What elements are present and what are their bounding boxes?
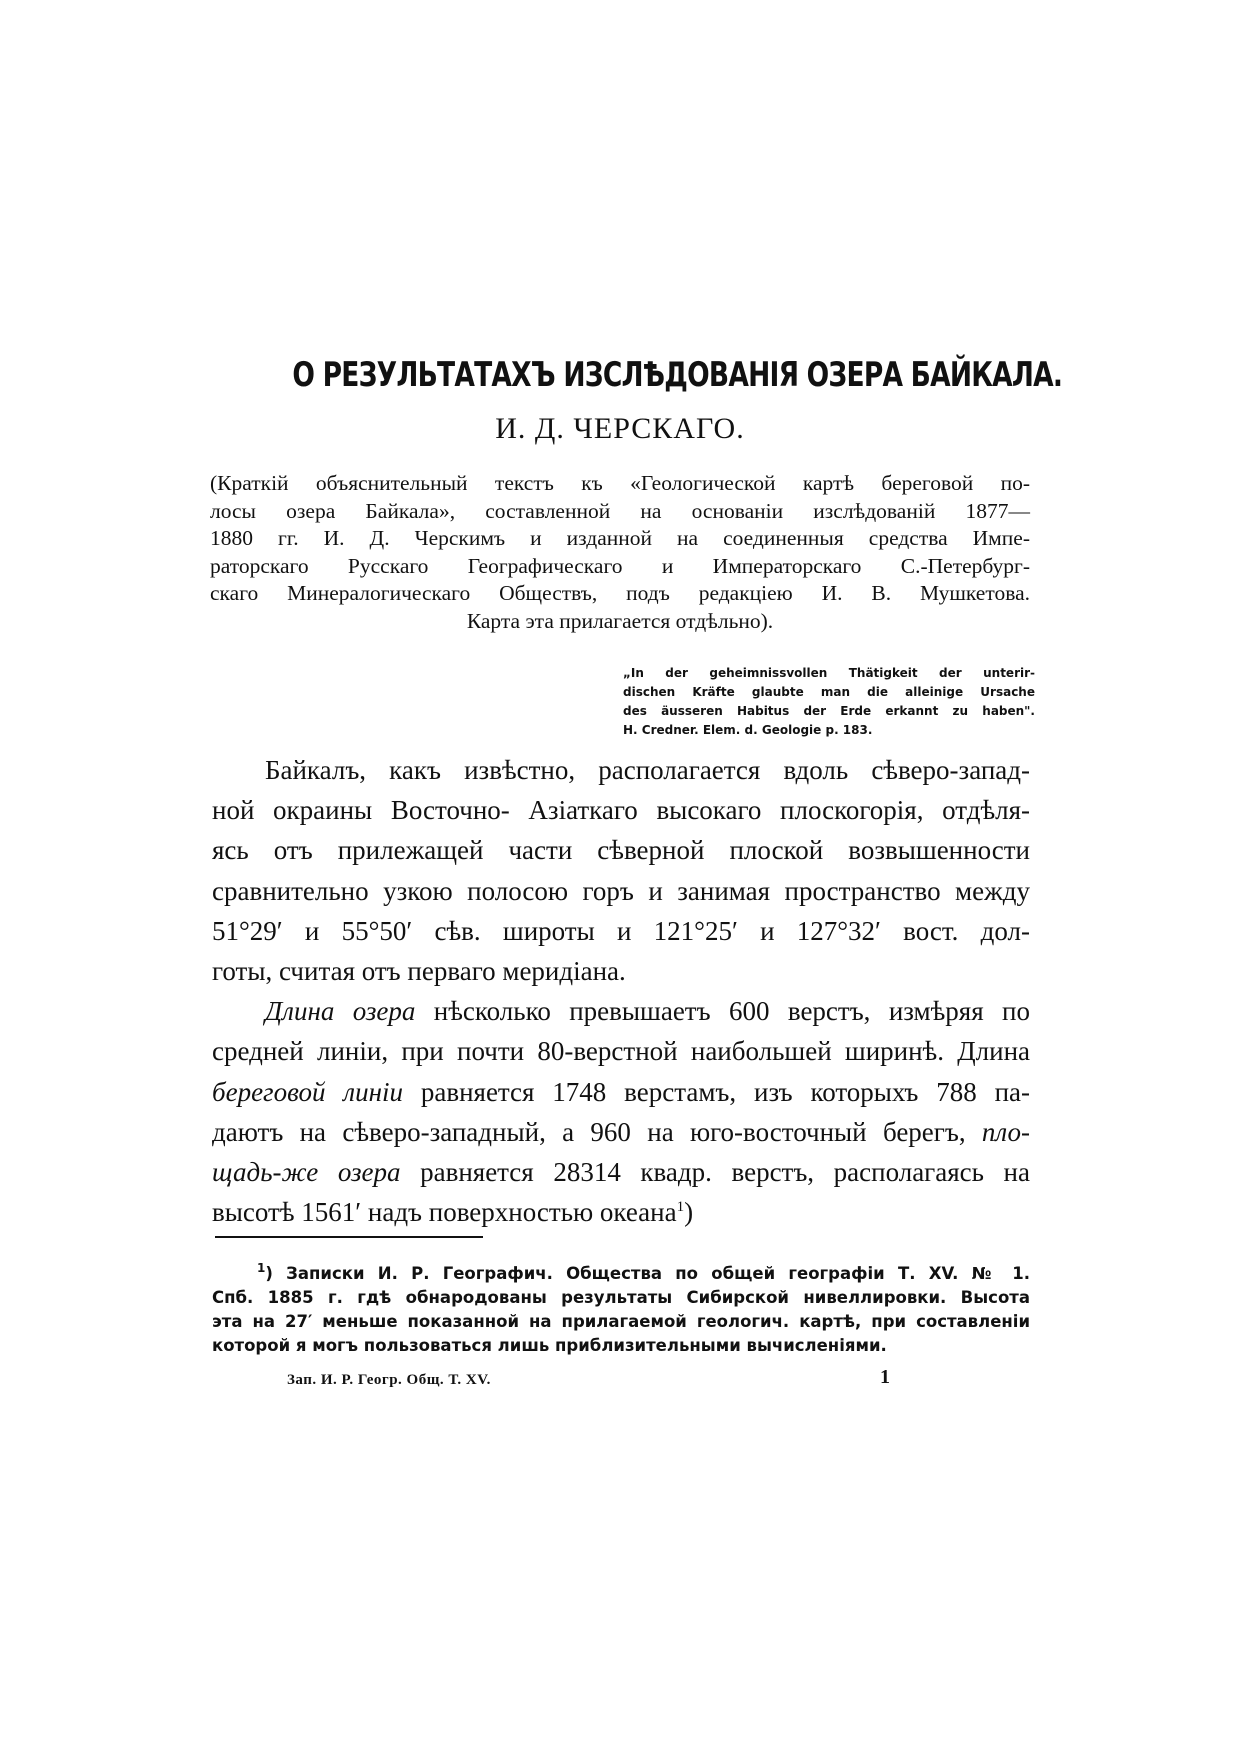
footnote-line: которой я могъ пользоваться лишь приблизительными вычисленіями. [212, 1336, 887, 1355]
footnote-text: ) Записки И. Р. Географич. Общества по общей географіи Т. XV. № 1. [265, 1264, 1030, 1283]
footnote [212, 1262, 1030, 1358]
body-line [212, 1112, 1030, 1152]
body-text-fragment: высотѣ 1561′ надъ поверхностью океана [212, 1197, 677, 1228]
emphasis-text: пло- [981, 1116, 1030, 1147]
epigraph-line: des äusseren Habitus der Erde erkannt zu haben". [623, 704, 1035, 718]
footnote-line: эта на 27′ меньше показанной на прилагаемой геологич. картѣ, при составленіи [212, 1312, 1030, 1331]
body-line [212, 1072, 1030, 1112]
body-line: сравнительно узкою полосою горъ и занимая пространство между [212, 875, 1030, 906]
body-text-fragment: даютъ на сѣверо-западный, а 960 на юго-восточный берегъ, [212, 1116, 982, 1147]
emphasis-text: береговой линіи [212, 1076, 403, 1107]
emphasis-text: щадь-же озера [212, 1157, 401, 1188]
body-line [212, 1152, 1030, 1192]
body-text-fragment: равняется 28314 квадр. верстъ, располагаясь на [400, 1157, 1030, 1188]
article-title: О РЕЗУЛЬТАТАХЪ ИЗСЛѢДОВАНIЯ ОЗЕРА БАЙКАЛА. [292, 355, 1063, 395]
subtitle-line: (Краткій объяснительный текстъ къ «Геологической картѣ береговой по- [210, 471, 1030, 495]
body-line [212, 991, 1030, 1031]
body-line: ясь отъ прилежащей части сѣверной плоской возвышенности [212, 835, 1030, 866]
subtitle-line: 1880 гг. И. Д. Черскимъ и изданной на соединенныя средства Импе- [210, 526, 1030, 550]
article-author: И. Д. ЧЕРСКАГО. [495, 412, 745, 445]
signature-mark: Зап. И. Р. Геогр. Общ. Т. XV. [287, 1372, 491, 1388]
footnote-line [212, 1262, 1030, 1286]
footnote-divider [215, 1236, 483, 1238]
body-text-fragment: равняется 1748 верстамъ, изъ которыхъ 788 па- [402, 1076, 1031, 1107]
subtitle-line: раторскаго Русскаго Географическаго и Императорскаго С.-Петербург- [210, 553, 1030, 578]
body-line: Байкалъ, какъ извѣстно, располагается вдоль сѣверо-запад- [265, 755, 1030, 785]
page-number: 1 [880, 1366, 890, 1388]
epigraph-attribution: H. Credner. Elem. d. Geologie p. 183. [623, 723, 873, 737]
body-text-fragment: нѣсколько превышаетъ 600 верстъ, измѣряя по [415, 996, 1030, 1027]
epigraph-line: dischen Kräfte glaubte man die alleinige Ursache [623, 685, 1035, 699]
subtitle-line: скаго Минералогическаго Обществъ, подъ редакціею И. В. Мушкетова. [210, 581, 1030, 605]
emphasis-text: Длина озера [265, 996, 416, 1027]
subtitle-note [210, 470, 1030, 635]
footnote-marker: 1 [257, 1261, 266, 1275]
footnote-reference: 1 [676, 1199, 685, 1216]
footnote-line: Спб. 1885 г. гдѣ обнародованы результаты Сибирской нивеллировки. Высота [212, 1288, 1030, 1307]
body-line: готы, считая отъ перваго меридіана. [212, 956, 626, 987]
body-line [212, 1192, 1030, 1232]
subtitle-line: Карта эта прилагается отдѣльно). [466, 608, 774, 633]
body-line: ной окраины Восточно- Азіаткаго высокаго плоскогорія, отдѣля- [212, 795, 1030, 826]
epigraph-line: „In der geheimnissvollen Thätigkeit der unterir- [623, 666, 1035, 680]
body-line: 51°29′ и 55°50′ сѣв. широты и 121°25′ и 127°32′ вост. дол- [212, 915, 1030, 946]
body-line: средней линіи, при почти 80-верстной наибольшей ширинѣ. Длина [212, 1036, 1030, 1067]
epigraph-quote [623, 664, 1035, 740]
subtitle-line: лосы озера Байкала», составленной на основаніи изслѣдованій 1877— [210, 498, 1030, 523]
body-text [212, 750, 1030, 1232]
body-text-fragment: ) [684, 1197, 694, 1228]
